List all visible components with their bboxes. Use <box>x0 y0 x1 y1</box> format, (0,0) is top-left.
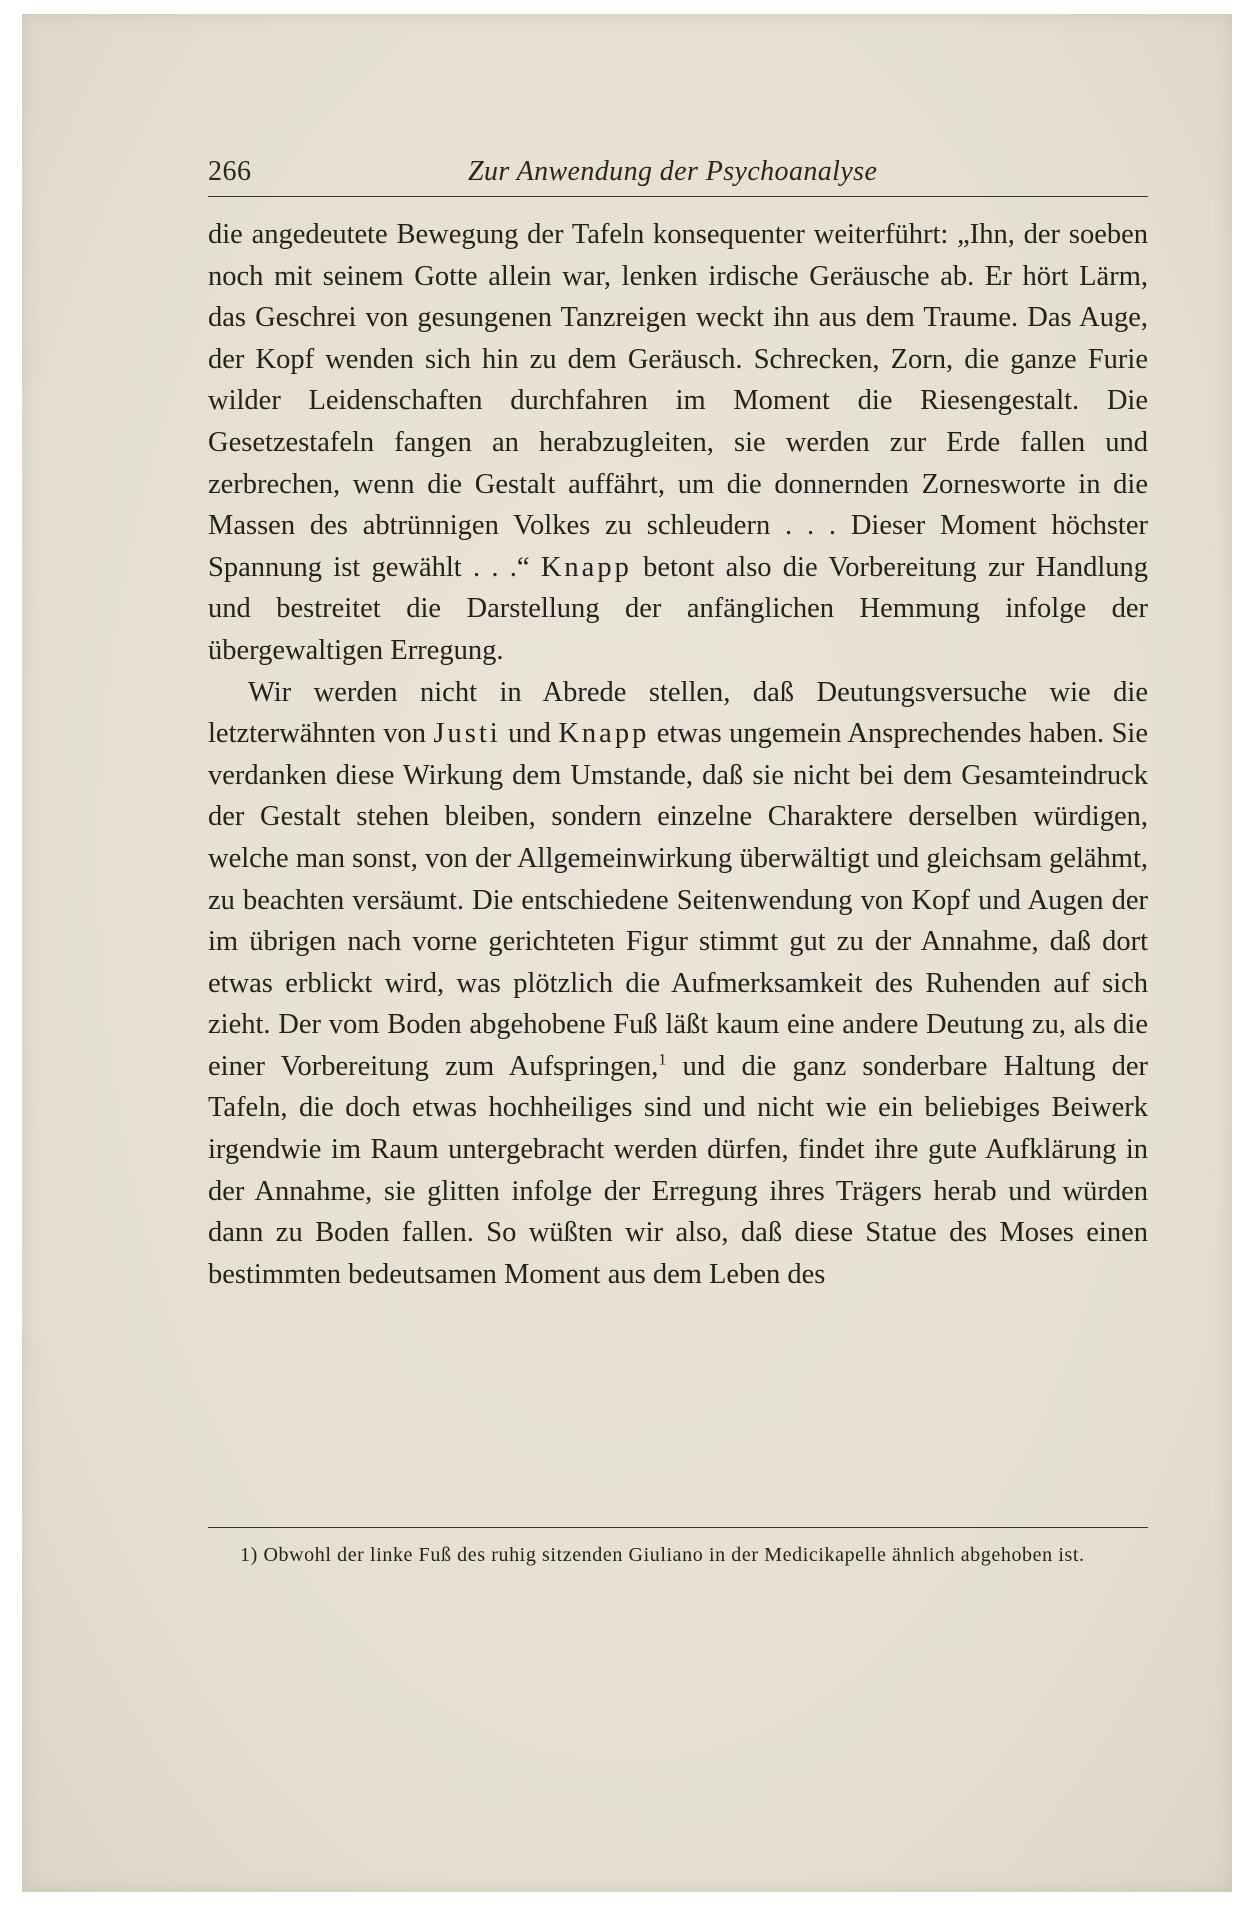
paragraph-text: und die ganz sonderbare Haltung der Tafeln, die doch etwas hochheiliges sind und nicht wie ein beliebiges Beiwerk irgendwie im Raum untergebracht werden dürfen, findet ihre gute Aufklärung in der Annahme, sie glitten infolge der Erregung ihres Trägers herab und würden dann zu Boden fallen. So wüßten wir also, daß diese Statue des Moses einen bestimmten bedeutsamen Moment aus dem Leben des <box>208 1050 1149 1290</box>
paragraph <box>208 214 1148 672</box>
author-name: Knapp <box>540 551 632 583</box>
footnote: 1) Obwohl der linke Fuß des ruhig sitzenden Giuliano in der Medicikapelle ähnlich abgehoben ist. <box>240 1544 1085 1566</box>
paragraph <box>208 672 1148 1296</box>
conjunction: und <box>508 718 551 750</box>
author-name: Justi <box>433 718 501 750</box>
header-rule <box>208 196 1148 197</box>
body-text <box>208 214 1148 1295</box>
footnote-reference[interactable]: 1 <box>658 1051 667 1069</box>
running-title: Zur Anwendung der Psychoanalyse <box>468 156 878 187</box>
footnote-rule <box>208 1527 1148 1528</box>
author-name: Knapp <box>558 718 650 750</box>
paragraph-text: betont also die Vorbereitung zur Handlung und bestreitet die Darstellung der anfänglichen Hemmung infolge der übergewaltigen Erregung. <box>208 551 1149 666</box>
paragraph-text: die angedeutete Bewegung der Tafeln konsequenter weiterführt: „Ihn, der soeben noch mit seinem Gotte allein war, lenken irdische Geräusche ab. Er hört Lärm, das Geschrei von gesungenen Tanzreigen weckt ihn aus dem Traume. Das Auge, der Kopf wenden sich hin zu dem Geräusch. Schrecken, Zorn, die ganze Furie wilder Leidenschaften durchfahren im Moment die Riesengestalt. Die Gesetzestafeln fangen an herabzugleiten, sie werden zur Erde fallen und zerbrechen, wenn die Gestalt auffährt, um die donnernden Zornesworte in die Massen des abtrünnigen Volkes zu schleudern . . . Dieser Moment höchster Spannung ist gewählt . . .“ <box>208 219 1148 583</box>
paragraph-text: Wir werden nicht in Abrede stellen, daß Deutungsversuche wie die letzterwähnten von <box>208 676 1148 750</box>
paragraph-text: etwas ungemein Ansprechendes haben. Sie verdanken diese Wirkung dem Umstande, daß sie nicht bei dem Gesamteindruck der Gestalt stehen bleiben, sondern einzelne Charaktere derselben würdigen, welche man sonst, von der Allgemeinwirkung überwältigt und gleichsam gelähmt, zu beachten versäumt. Die entschiedene Seitenwendung von Kopf und Augen der im übrigen nach vorne gerichteten Figur stimmt gut zu der Annahme, daß dort etwas erblickt wird, was plötzlich die Aufmerksamkeit des Ruhenden auf sich zieht. Der vom Boden abgehobene Fuß läßt kaum eine andere Deutung zu, als die einer Vorbereitung zum Aufspringen, <box>208 718 1148 1082</box>
page-number: 266 <box>208 156 252 187</box>
page-header <box>208 152 1148 192</box>
